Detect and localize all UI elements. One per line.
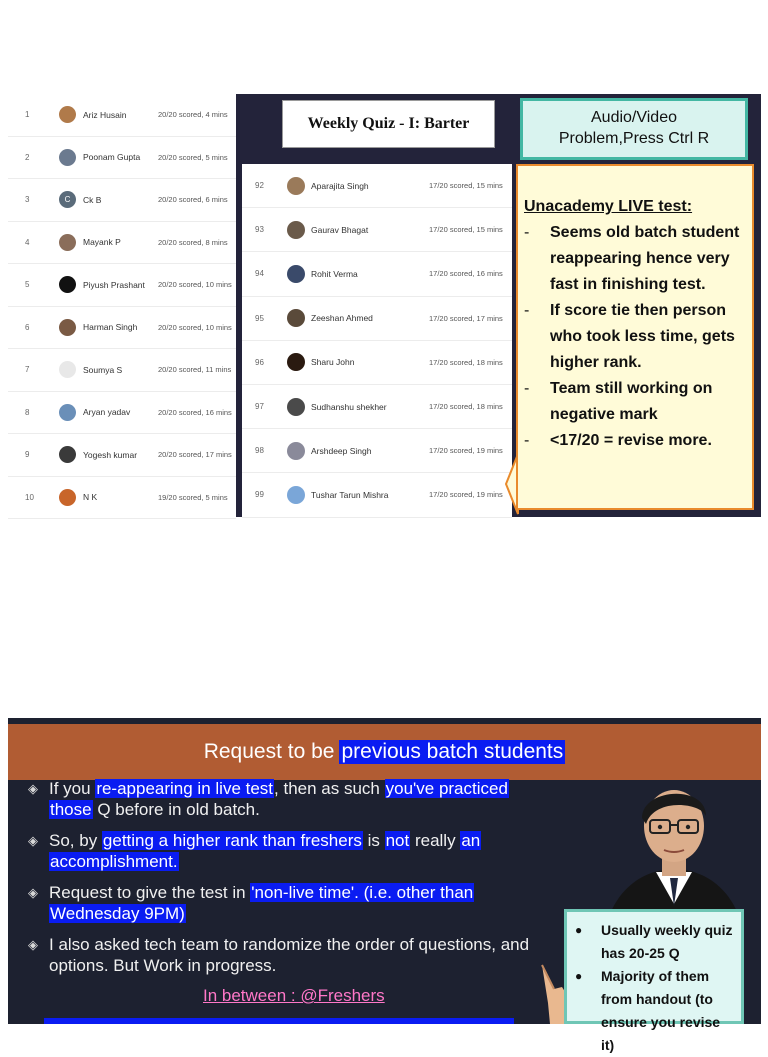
score-text: 20/20 scored, 8 mins [158, 237, 228, 247]
request-bullet-text [49, 778, 509, 820]
leaderboard-row [242, 297, 512, 341]
avatar [59, 106, 76, 123]
diamond-bullet-icon: ◈ [28, 781, 38, 796]
student-name: Sharu John [311, 357, 355, 368]
leaderboard-row [8, 264, 236, 307]
note-item [524, 298, 744, 376]
dash-icon: - [524, 224, 530, 241]
leaderboard-row [8, 222, 236, 265]
score-text: 20/20 scored, 5 mins [158, 152, 228, 162]
student-name: N K [83, 492, 98, 503]
bullet-text: options. But Work in progress. [49, 956, 277, 975]
rank-number: 10 [25, 492, 34, 502]
highlighted-text: an [461, 831, 481, 850]
score-text: 17/20 scored, 15 mins [429, 225, 503, 235]
rank-number: 95 [255, 313, 264, 323]
request-bullet-text [49, 830, 481, 872]
avatar [287, 398, 305, 416]
bullet-text: , then as such [274, 779, 385, 798]
slide-heading-prefix: Request to be [203, 740, 335, 763]
student-name: Tushar Tarun Mishra [311, 489, 389, 500]
live-test-note-heading: Unacademy LIVE test: [524, 198, 693, 215]
avatar: C [59, 191, 76, 208]
slide-heading [8, 724, 761, 780]
quiz-info-note-list [575, 919, 735, 1057]
request-bullet [28, 882, 474, 924]
rank-number: 96 [255, 357, 264, 367]
rank-number: 7 [25, 365, 30, 375]
leaderboard-row [8, 179, 236, 222]
highlighted-text: 'non-live time'. (i.e. other than [251, 883, 474, 902]
leaderboard-row [8, 307, 236, 350]
avatar [59, 446, 76, 463]
leaderboard-row [8, 434, 236, 477]
highlighted-text: not [385, 831, 410, 850]
avatar [287, 442, 305, 460]
request-bullet-text [49, 882, 474, 924]
avatar [287, 486, 305, 504]
leaderboard-row [8, 94, 236, 137]
note-item-text: <17/20 = revise more. [550, 432, 712, 449]
score-text: 20/20 scored, 16 mins [158, 407, 232, 417]
request-bullet-text [49, 934, 529, 976]
av-notice-line-1: Audio/Video [591, 109, 677, 127]
score-text: 19/20 scored, 5 mins [158, 492, 228, 502]
dash-icon: - [524, 380, 530, 397]
cut-off-highlight-line [44, 1018, 514, 1024]
leaderboard-row [242, 429, 512, 473]
leaderboard-row [8, 349, 236, 392]
bullet-text: Q before in old batch. [92, 800, 260, 819]
quiz-info-text: Majority of them from handout (to ensure you revise it) [601, 968, 721, 1053]
bullet-text: If you [49, 779, 96, 798]
student-name: Rohit Verma [311, 268, 358, 279]
quiz-title: Weekly Quiz - I: Barter [282, 100, 495, 148]
quiz-info-note [564, 909, 744, 1053]
live-test-note [516, 164, 754, 510]
request-bullet [28, 830, 481, 872]
diamond-bullet-icon: ◈ [28, 885, 38, 900]
bullet-text: is [362, 831, 385, 850]
dash-icon: - [524, 432, 530, 449]
leaderboard-row [242, 385, 512, 429]
bullet-text: really [410, 831, 461, 850]
av-notice-line-2: Problem,Press Ctrl R [558, 130, 710, 147]
note-item [524, 376, 744, 428]
score-text: 20/20 scored, 10 mins [158, 280, 232, 290]
avatar [59, 234, 76, 251]
request-slide [8, 718, 761, 1053]
avatar [287, 353, 305, 371]
student-name: Arshdeep Singh [311, 445, 372, 456]
rank-number: 8 [25, 407, 30, 417]
note-item-text: Team still working on negative mark [550, 380, 713, 423]
rank-number: 1 [25, 110, 30, 120]
leaderboard-row [242, 341, 512, 385]
leaderboard-row [242, 208, 512, 252]
highlighted-text: re-appearing in live test [96, 779, 274, 798]
highlighted-text: Wednesday 9PM) [50, 904, 185, 923]
av-problem-notice [520, 98, 748, 160]
quiz-info-text: Usually weekly quiz has 20-25 Q [601, 922, 733, 961]
score-text: 20/20 scored, 11 mins [158, 365, 232, 375]
leaderboard-row [242, 473, 512, 517]
score-text: 17/20 scored, 18 mins [429, 357, 503, 367]
bullet-text: Request to give the test in [49, 883, 251, 902]
leaderboard-top-ranks [8, 94, 236, 517]
avatar [59, 404, 76, 421]
live-test-note-list [524, 220, 744, 454]
student-name: Piyush Prashant [83, 279, 145, 290]
avatar [287, 177, 305, 195]
student-name: Aryan yadav [83, 407, 131, 418]
leaderboard-row [8, 137, 236, 180]
quiz-info-item [575, 965, 735, 1057]
rank-number: 9 [25, 450, 30, 460]
avatar [59, 319, 76, 336]
rank-number: 93 [255, 225, 264, 235]
student-name: Ariz Husain [83, 109, 127, 120]
highlighted-text: accomplishment. [50, 852, 178, 871]
diamond-bullet-icon: ◈ [28, 833, 38, 848]
dash-icon: - [524, 302, 530, 319]
avatar [287, 265, 305, 283]
rank-number: 2 [25, 152, 30, 162]
rank-number: 5 [25, 280, 30, 290]
avatar [59, 361, 76, 378]
score-text: 20/20 scored, 10 mins [158, 322, 232, 332]
highlighted-text: those [50, 800, 92, 819]
in-between-label: In between : @Freshers [203, 986, 385, 1005]
score-text: 20/20 scored, 17 mins [158, 450, 232, 460]
score-text: 20/20 scored, 4 mins [158, 110, 228, 120]
score-text: 17/20 scored, 19 mins [429, 490, 503, 500]
bullet-text: I also asked tech team to randomize the order of questions, and [49, 935, 530, 954]
rank-number: 4 [25, 237, 30, 247]
note-item [524, 428, 744, 454]
student-name: Ck B [83, 194, 102, 205]
student-name: Mayank P [83, 237, 121, 248]
avatar [287, 309, 305, 327]
student-name: Zeeshan Ahmed [311, 313, 373, 324]
leaderboard-row [242, 252, 512, 296]
score-text: 20/20 scored, 6 mins [158, 195, 228, 205]
avatar [287, 221, 305, 239]
student-name: Gaurav Bhagat [311, 224, 369, 235]
avatar [59, 149, 76, 166]
note-item-text: Seems old batch student reappearing hence very fast in finishing test. [550, 224, 740, 293]
student-name: Yogesh kumar [83, 449, 138, 460]
student-name: Harman Singh [83, 322, 138, 333]
leaderboard-row [242, 164, 512, 208]
bullet-text: So, by [49, 831, 102, 850]
note-item-text: If score tie then person who took less time, gets higher rank. [550, 302, 735, 371]
rank-number: 99 [255, 490, 264, 500]
highlighted-text: you've practiced [385, 779, 508, 798]
request-bullet [28, 934, 529, 976]
quiz-results-slide [8, 94, 761, 517]
rank-number: 6 [25, 322, 30, 332]
leaderboard-row [8, 477, 236, 520]
score-text: 17/20 scored, 18 mins [429, 402, 503, 412]
rank-number: 98 [255, 446, 264, 456]
score-text: 17/20 scored, 19 mins [429, 446, 503, 456]
rank-number: 97 [255, 402, 264, 412]
student-name: Sudhanshu shekher [311, 401, 387, 412]
note-item [524, 220, 744, 298]
leaderboard-lower-ranks [242, 164, 512, 517]
quiz-info-item [575, 919, 735, 965]
avatar [59, 489, 76, 506]
rank-number: 92 [255, 181, 264, 191]
bullet-dot-icon: ● [575, 923, 583, 937]
student-name: Poonam Gupta [83, 152, 141, 163]
student-name: Soumya S [83, 364, 123, 375]
score-text: 17/20 scored, 15 mins [429, 181, 503, 191]
bullet-dot-icon: ● [575, 969, 583, 983]
highlighted-text: getting a higher rank than freshers [102, 831, 362, 850]
slide-heading-highlight: previous batch students [341, 740, 564, 763]
student-name: Aparajita Singh [311, 180, 369, 191]
request-bullet [28, 778, 509, 820]
leaderboard-row [8, 392, 236, 435]
diamond-bullet-icon: ◈ [28, 937, 38, 952]
rank-number: 3 [25, 195, 30, 205]
rank-number: 94 [255, 269, 264, 279]
score-text: 17/20 scored, 17 mins [429, 313, 503, 323]
avatar [59, 276, 76, 293]
score-text: 17/20 scored, 16 mins [429, 269, 503, 279]
